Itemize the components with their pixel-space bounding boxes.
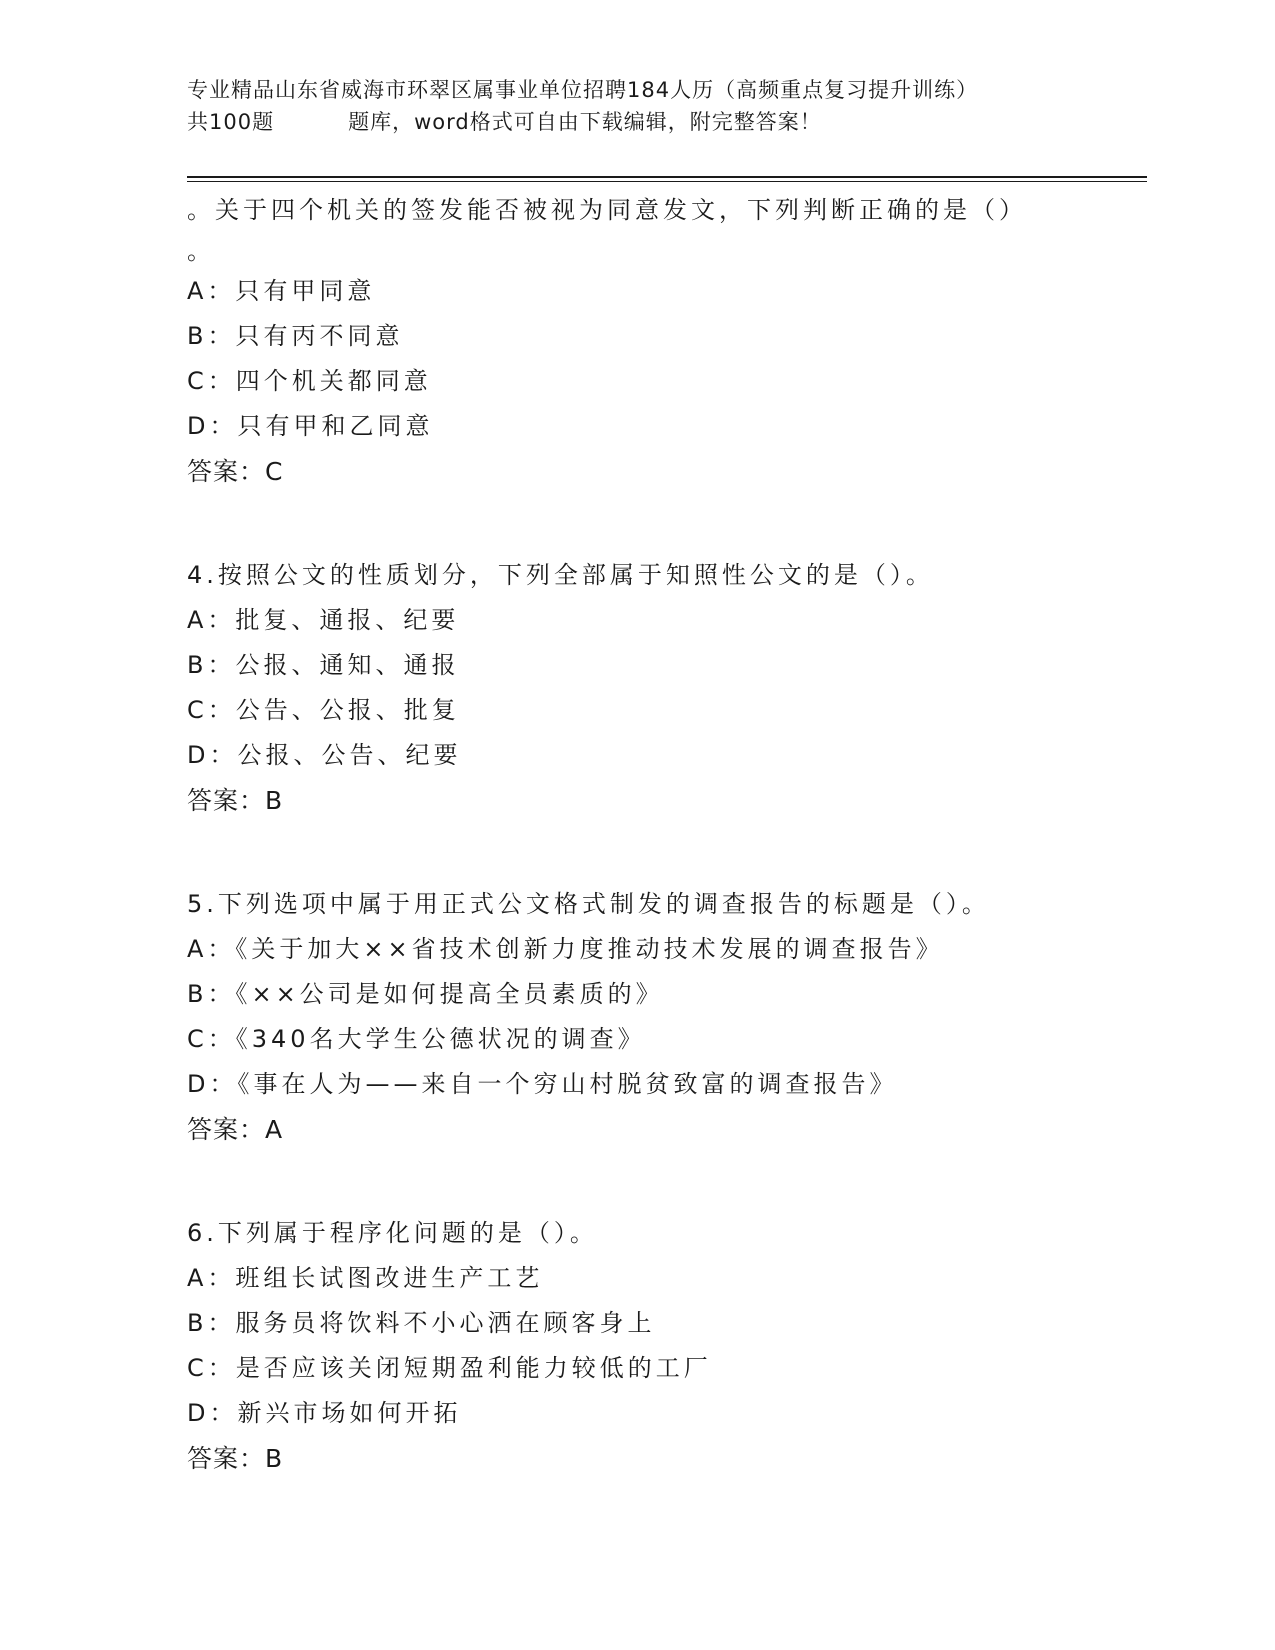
header-title: 专业精品山东省威海市环翠区属事业单位招聘184人历（高频重点复习提升训练） — [187, 78, 979, 102]
document-header — [187, 74, 1147, 138]
header-divider-thick — [187, 176, 1147, 178]
option-d: D：《事在人为——来自一个穷山村脱贫致富的调查报告》 — [187, 1070, 898, 1098]
question-stem-continued: 。 — [187, 237, 215, 265]
question-stem: 6.下列属于程序化问题的是（）。 — [187, 1219, 598, 1247]
question-spacer — [187, 495, 1147, 553]
option-b: B：服务员将饮料不小心洒在顾客身上 — [187, 1309, 656, 1337]
question-3 — [187, 188, 1147, 495]
option-d: D：公报、公告、纪要 — [187, 741, 462, 769]
answer-line: 答案：A — [187, 1115, 284, 1144]
answer-line: 答案：B — [187, 786, 284, 815]
question-6 — [187, 1211, 1147, 1482]
option-b: B：公报、通知、通报 — [187, 651, 460, 679]
option-a: A：批复、通报、纪要 — [187, 606, 460, 634]
option-a: A：《关于加大××省技术创新力度推动技术发展的调查报告》 — [187, 935, 944, 963]
question-spacer — [187, 824, 1147, 882]
header-description: 题库，word格式可自由下载编辑，附完整答案！ — [348, 110, 822, 134]
header-question-count: 共100题 — [187, 110, 275, 134]
option-a: A：只有甲同意 — [187, 277, 376, 305]
option-d: D：只有甲和乙同意 — [187, 412, 434, 440]
option-d: D：新兴市场如何开拓 — [187, 1399, 462, 1427]
answer-line: 答案：B — [187, 1444, 284, 1473]
question-stem: 。关于四个机关的签发能否被视为同意发文，下列判断正确的是（） — [187, 196, 1027, 224]
question-4 — [187, 553, 1147, 824]
question-stem: 5.下列选项中属于用正式公文格式制发的调查报告的标题是（）。 — [187, 890, 990, 918]
option-c: C：是否应该关闭短期盈利能力较低的工厂 — [187, 1354, 712, 1382]
option-b: B：只有丙不同意 — [187, 322, 404, 350]
question-list — [187, 188, 1147, 1482]
question-spacer — [187, 1153, 1147, 1211]
answer-line: 答案：C — [187, 457, 284, 486]
option-c: C：公告、公报、批复 — [187, 696, 460, 724]
option-c: C：四个机关都同意 — [187, 367, 432, 395]
option-c: C：《340名大学生公德状况的调查》 — [187, 1025, 646, 1053]
option-b: B：《××公司是如何提高全员素质的》 — [187, 980, 664, 1008]
question-5 — [187, 882, 1147, 1153]
header-divider-thin — [187, 181, 1147, 182]
header-subtitle — [187, 106, 1147, 138]
option-a: A：班组长试图改进生产工艺 — [187, 1264, 544, 1292]
question-stem: 4.按照公文的性质划分，下列全部属于知照性公文的是（）。 — [187, 561, 934, 589]
